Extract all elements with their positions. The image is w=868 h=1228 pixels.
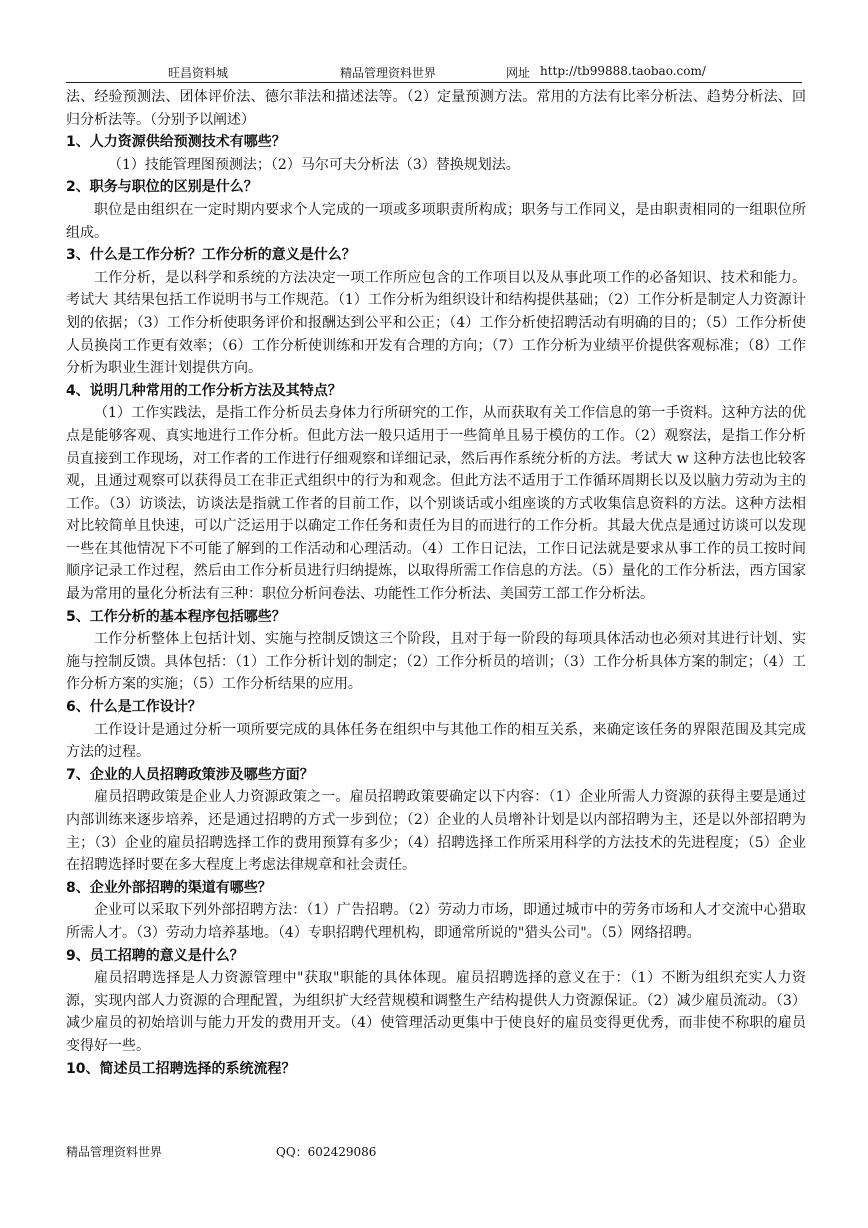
paragraph: 职位是由组织在一定时期内要求个人完成的一项或多项职责所构成；职务与工作同义，是由职责相同的一组职位所组成。 bbox=[66, 201, 806, 241]
paragraph: 企业可以采取下列外部招聘方法：（1）广告招聘。（2）劳动力市场，即通过城市中的劳务市场和人才交流中心猎取所需人才。（3）劳动力培养基地。（4）专职招聘代理机构，即通常所说的"猎头公司"。（5）网络招聘。 bbox=[66, 902, 806, 941]
page-header bbox=[66, 62, 802, 82]
paragraph: 工作分析，是以科学和系统的方法决定一项工作所应包含的工作项目以及从事此项工作的必备知识、技术和能力。考试大 其结果包括工作说明书与工作规范。（1）工作分析为组织设计和结构提供基础；（2）工作分析是制定人力资源计划的依据；（3）工作分析使职务评价和报酬达到公平和公正；（4）工作分析使招聘活动有明确的目的；（5）工作分析使人员换岗工作更有效率；（6）工作分析使训练和开发有合理的方向；（7）工作分析为业绩平价提供客观标准；（8）工作分析为职业生涯计划提供方向。 bbox=[66, 269, 806, 377]
paragraph: （1）工作实践法，是指工作分析员去身体力行所研究的工作，从而获取有关工作信息的第一手资料。这种方法的优点是能够客观、真实地进行工作分析。但此方法一般只适用于一些简单且易于模仿的工作。（2）观察法，是指工作分析员直接到工作现场，对工作者的工作进行仔细观察和详细记录，然后再作系统分析的方法。考试大 w 这种方法也比较客观，且通过观察可以获得员工在非正式组织中的行为和观念。但此方法不适用于工作循环周期长以及以脑力劳动为主的工作。（3）访谈法，访谈法是指就工作者的目前工作，以个别谈话或小组座谈的方式收集信息资料的方法。这种方法相对比较简单且快速，可以广泛运用于以确定工作任务和责任为目的而进行的工作分析。其最大优点是通过访谈可以发现一些在其他情况下不可能了解到的工作活动和心理活动。（4）工作日记法，工作日记法就是要求从事工作的员工按时间顺序记录工作过程，然后由工作分析员进行归纳提炼，以取得所需工作信息的方法。（5）量化的工作分析法，西方国家最为常用的量化分析法有三种：职位分析问卷法、功能性工作分析法、美国劳工部工作分析法。 bbox=[66, 405, 806, 603]
document-body bbox=[66, 86, 806, 1080]
question-heading: 5、工作分析的基本程序包括哪些？ bbox=[66, 608, 286, 625]
header-center-text: 精品管理资料世界 bbox=[340, 66, 437, 80]
question-heading: 4、说明几种常用的工作分析方法及其特点？ bbox=[66, 382, 342, 399]
paragraph: 工作设计是通过分析一项所要完成的具体任务在组织中与其他工作的相互关系，来确定该任务的界限范围及其完成方法的过程。 bbox=[66, 721, 806, 761]
question-heading: 3、什么是工作分析？工作分析的意义是什么？ bbox=[66, 247, 356, 264]
question-heading: 1、人力资源供给预测技术有哪些？ bbox=[66, 134, 286, 151]
question-heading: 9、员工招聘的意义是什么？ bbox=[66, 947, 244, 964]
question-heading: 2、职务与职位的区别是什么？ bbox=[66, 179, 258, 196]
paragraph: 雇员招聘政策是企业人力资源政策之一。雇员招聘政策要确定以下内容：（1）企业所需人力资源的获得主要是通过内部训练来逐步培养，还是通过招聘的方式一步到位；（2）企业的人员增补计划是以内部招聘为主，还是以外部招聘为主；（3）企业的雇员招聘选择工作的费用预算有多少；（4）招聘选择工作所采用科学的方法技术的先进程度；（5）企业在招聘选择时要在多大程度上考虑法律规章和社会责任。 bbox=[66, 789, 806, 874]
header-divider bbox=[66, 82, 802, 83]
header-url[interactable]: http://tb99888.taobao.com/ bbox=[540, 64, 706, 78]
question-heading: 8、企业外部招聘的渠道有哪些？ bbox=[66, 879, 272, 896]
question-heading: 6、什么是工作设计？ bbox=[66, 699, 202, 716]
paragraph: 雇员招聘选择是人力资源管理中"获取"职能的具体体现。雇员招聘选择的意义在于：（1）不断为组织充实人力资源，实现内部人力资源的合理配置，为组织扩大经营规模和调整生产结构提供人力资源保证。（2）减少雇员流动。（3）减少雇员的初始培训与能力开发的费用开支。（4）使管理活动更集中于使良好的雇员变得更优秀，而非使不称职的雇员变得好一些。 bbox=[66, 970, 806, 1054]
paragraph: 工作分析整体上包括计划、实施与控制反馈这三个阶段，且对于每一阶段的每项具体活动也必须对其进行计划、实施与控制反馈。具体包括：（1）工作分析计划的制定；（2）工作分析员的培训；（3）工作分析具体方案的制定；（4）工作分析方案的实施；（5）工作分析结果的应用。 bbox=[66, 631, 806, 693]
paragraph: 法、经验预测法、团体评价法、德尔菲法和描述法等。（2）定量预测方法。常用的方法有比率分析法、趋势分析法、回归分析法等。（分别予以阐述） bbox=[66, 89, 806, 128]
paragraph: （1）技能管理图预测法；（2）马尔可夫分析法（3）替换规划法。 bbox=[108, 156, 520, 173]
header-left-text: 旺昌资料城 bbox=[168, 66, 229, 80]
question-heading: 10、简述员工招聘选择的系统流程？ bbox=[66, 1060, 296, 1077]
footer-qq: QQ：602429086 bbox=[276, 1145, 377, 1159]
header-site-label: 网址 bbox=[506, 66, 531, 80]
footer-left-text: 精品管理资料世界 bbox=[66, 1145, 163, 1159]
question-heading: 7、企业的人员招聘政策涉及哪些方面？ bbox=[66, 766, 314, 783]
